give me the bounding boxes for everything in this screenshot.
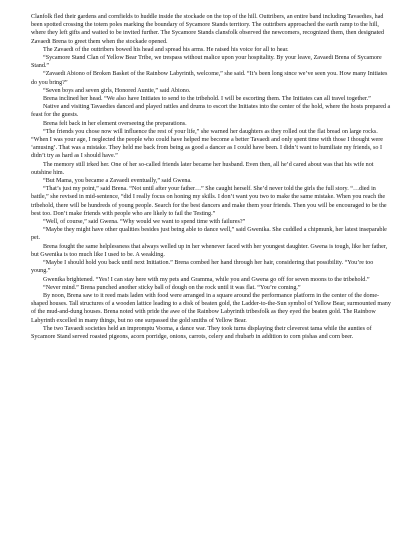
paragraph-13: “Well, of course,” said Gwena. “Why would we want to spend time with failures?” [43,219,246,226]
paragraph-4: “Zavaedi Abiono of Broken Basket of the Rainbow Labyrinth, welcome,” she said. “It’s been long since we’ve seen you. How many Initiates do you bring?” [31,71,388,86]
paragraph-3: “Sycamore Stand Clan of Yellow Bear Tribe, we trespass without malice upon your hospitality. By your leave, Zavaedi Brena of Sycamore Stand.” [31,55,382,70]
paragraph-9: “The friends you chose now will influence the rest of your life,” she warned her daughters as they rolled out the flat bread on large rocks. “When I was your age, I neglected the people who could have helped me become a better Tavaedi and only spent time with those I thought were ‘amusing’. That was a mistake. They held me back from being as good a dancer as I could have been. I didn’t want to humiliate my friends, so I didn’t try as hard as I should have.” [31,128,383,160]
paragraph-16: “Maybe I should hold you back until next Initiation.” Brena combed her hand through her hair, considering that possibility. “You’re too young.” [31,260,374,275]
paragraph-10: The memory still irked her. One of her so-called friends later became her husband. Even then, all he’d cared about was that his wife not outshine him. [31,161,374,176]
paragraph-2: The Zavaedi of the outtribers bowed his head and spread his arms. He raised his voice for all to hear. [43,46,289,53]
paragraph-18: “Never mind.” Brena punched another sticky ball of dough on the rock until it was flat. “You’re coming.” [43,284,301,291]
paragraph-6: Brena inclined her head. “We also have Initiates to send to the tribehold. I will be escorting them. The Initiates can all travel together.” [43,96,371,103]
paragraph-12: “That’s just my point,” said Brena. “Not until after your father…” She caught herself. She’d never told the girls the full story. “…died in battle,” she revised in mid-sentence, “did I really focus on honing my skills. I don’t want you two to make the same mistake. When you reach the tribehold, there will be hundreds of young people. Search for the best dancers and make them your friends. Then you will be encouraged to be the best too. Don’t make friends with people who are likely to fail the Testing.” [31,186,387,217]
paragraph-20: The two Tavaedi societies held an impromptu Vooma, a dance war. They took turns displaying their cleverest tama while the aunties of Sycamore Stand served roasted pigeons, acorn porridge, onions, carrots, celery and rhubarb in addition to corn pishas and corn beer. [31,325,372,340]
paragraph-7: Native and visiting Tavaedies danced and played rattles and drums to escort the Initiates into the center of the hold, where the hosts prepared a feast for the guests. [31,104,391,119]
paragraph-14: “Maybe they might have other qualities besides just being able to dance well,” said Gwenika. She cuddled a chipmunk, her latest inseparable pet. [31,227,387,242]
paragraph-11: “But Mama, you became a Zavaedi eventually,” said Gwena. [43,178,192,185]
paragraph-17: Gwenika brightened. “Yes! I can stay here with my pets and Gramma, while you and Gwena go off for seven moons to the tribehold.” [43,276,370,283]
paragraph-1: Clanfolk fled their gardens and cornfields to huddle inside the stockade on the top of the hill. Outtribers, an entire band including Tavaedies, had been spotted crossing the totem poles marking the boundary of Sycamore Stands territory. The outtribers approached the earth ramp to the hill, where they left gifts and waited to be invited further. The Sycamore Stands clansfolk observed the newcomers, recognized them, then designated Zavaedi Brena to greet them when the stockade opened. [31,14,385,45]
paragraph-15: Brena fought the same helplessness that always welled up in her whenever faced with her youngest daughter. Gwena is tough, like her father, but Gwenika is too much like I used to be. A weakling. [31,243,388,258]
page-body [31,13,393,341]
paragraph-19: By noon, Brena saw to it reed mats laden with food were arranged in a square around the performance platform in the center of the dome-shaped houses. Tall structures of a wooden lattice leading to a disk of beaten gold, the Ladder-to-the-Sun symbol of Yellow Bear, surmounted many of the mud-and-dung houses. Brena noted with pride the awe of the Rainbow Labyrinth tribesfolk as they eyed the beaten gold. The Rainbow Labyrinth excelled in many things, but no one surpassed the gold smiths of Yellow Bear. [31,292,391,324]
paragraph-8: Brena felt back in her element overseeing the preparations. [43,120,187,127]
paragraph-5: “Seven boys and seven girls, Honored Auntie,” said Abiono. [43,87,191,94]
